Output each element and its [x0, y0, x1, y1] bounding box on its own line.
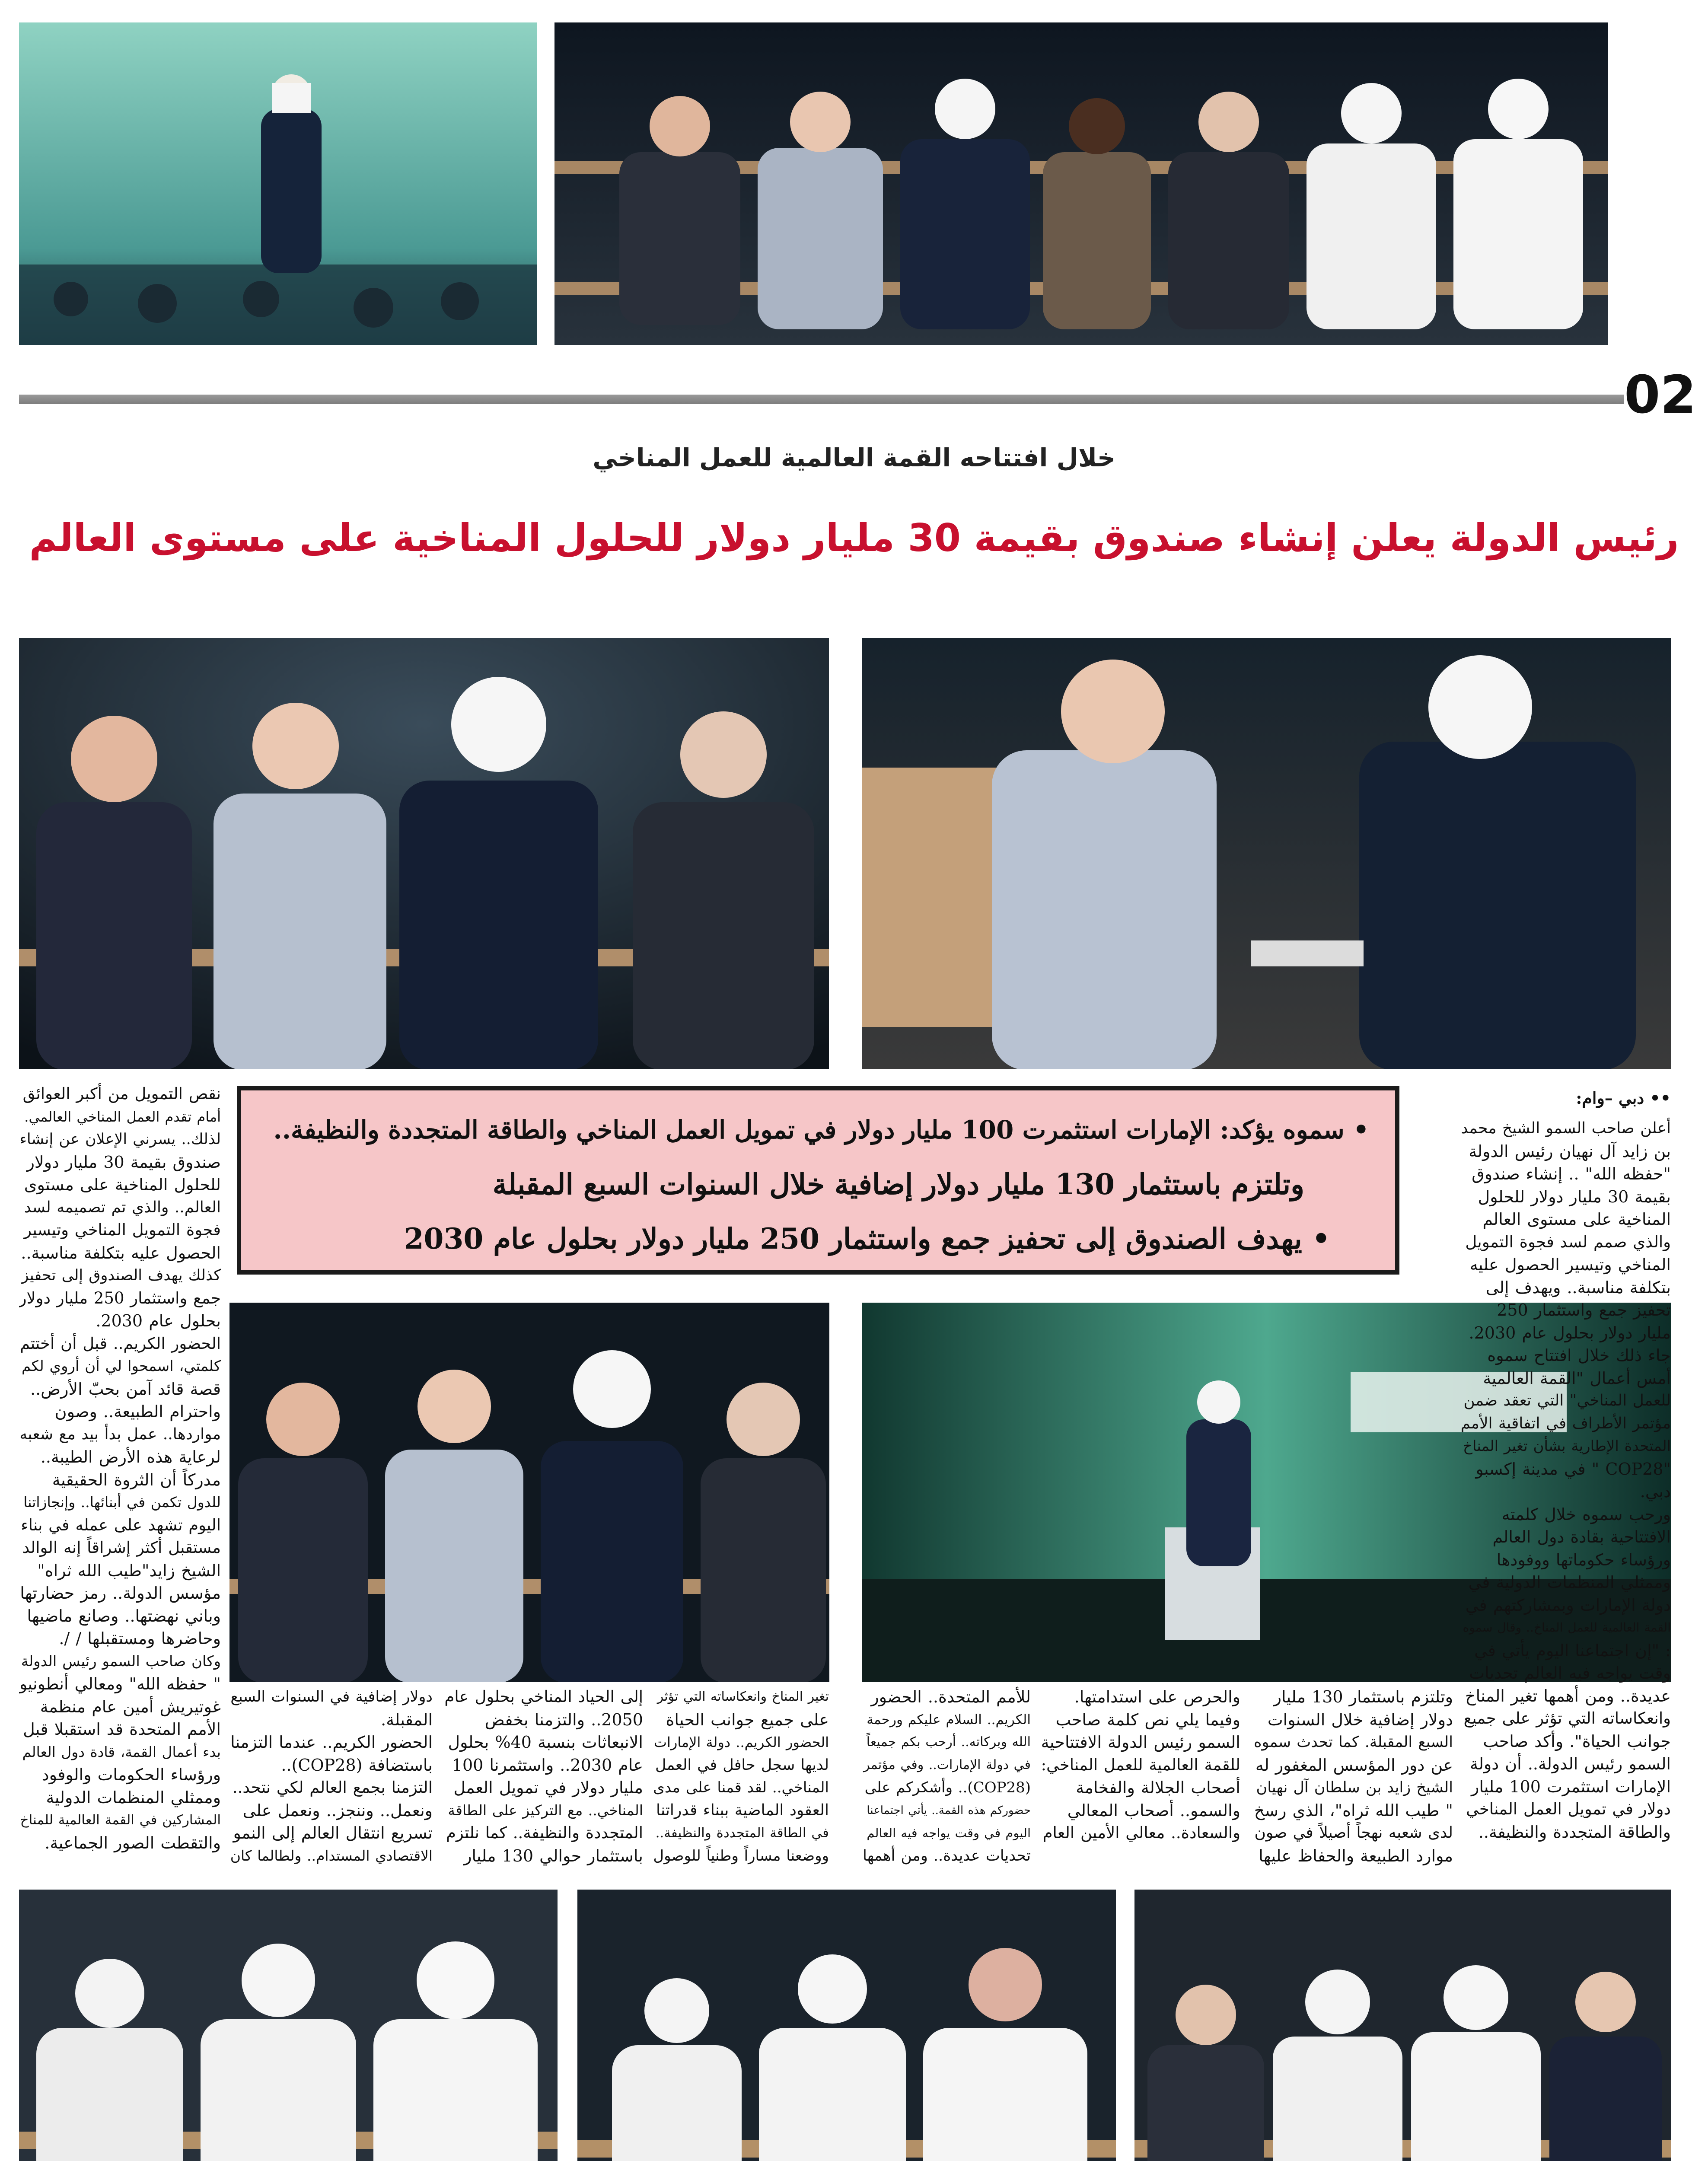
- highlight-box: [237, 1086, 1399, 1275]
- article-line: جاء ذلك خلال افتتاح سموه: [1487, 1346, 1671, 1365]
- article-line: الحصول عليه بتكلفة مناسبة..: [21, 1243, 221, 1262]
- headline: رئيس الدولة يعلن إنشاء صندوق بقيمة 30 مليار دولار للحلول المناخية على مستوى العالم: [29, 516, 1679, 560]
- article-line: الافتتاحية بقادة دول العالم: [1492, 1527, 1671, 1546]
- article-line: والسعادة.. معالي الأمين العام: [1042, 1823, 1240, 1842]
- article-line: المقبلة.: [381, 1710, 433, 1729]
- highlight-line: وتلتزم باستثمار 130 مليار دولار إضافية خلال السنوات السبع المقبلة: [492, 1167, 1304, 1201]
- article-line: تسريع انتقال العالم إلى النمو: [233, 1823, 433, 1842]
- article-line: وحاضرها ومستقبلها / /.: [59, 1629, 221, 1648]
- article-line: بدء أعمال القمة، قادة دول العالم: [22, 1743, 221, 1760]
- article-line: فجوة التمويل المناخي وتيسير: [24, 1221, 221, 1239]
- article-line: المناخي.. لقد قمنا على مدى: [653, 1779, 829, 1796]
- article-line: لدى شعبه نهجاً أصيلاً في صون: [1254, 1824, 1453, 1842]
- article-line: أصحاب الجلالة والفخامة: [1076, 1778, 1240, 1797]
- article-line: الإمارات استثمرت 100 مليار: [1471, 1777, 1671, 1796]
- article-line: المناخية على مستوى العالم: [1482, 1210, 1671, 1229]
- article-line: مستقبل أكثر إشراقاً إنه الوالد: [22, 1538, 221, 1557]
- article-line: وممثلي المنظمات الدولية: [46, 1788, 221, 1807]
- article-line: باستثمار حوالي 130 مليار: [464, 1846, 643, 1865]
- article-line: العقود الماضية ببناء قدراتنا: [656, 1801, 829, 1819]
- article-line: مليار دولار في تمويل العمل: [453, 1778, 643, 1797]
- page-number: 02: [1624, 365, 1696, 425]
- article-line: الحضور الكريم.. قبل أن أختتم: [20, 1334, 221, 1353]
- article-line: الله وبركاته.. أرحب بكم جميعاً: [866, 1734, 1031, 1750]
- article-line: أعلن صاحب السمو الشيخ محمد: [1461, 1119, 1671, 1137]
- article-column: [229, 1686, 433, 1884]
- article-line: أمام تقدم العمل المناخي العالمي.: [24, 1108, 221, 1125]
- article-line: عام 2030.. واستثمرنا 100: [452, 1755, 643, 1775]
- dateline: •• دبي –وام:: [1576, 1088, 1671, 1108]
- article-line: والذي صمم لسد فجوة التمويل: [1465, 1232, 1671, 1251]
- article-line: تغير المناخ وانعكاساته التي تؤثر: [657, 1689, 829, 1704]
- article-line: جمع واستثمار 250 مليار دولار: [19, 1288, 221, 1307]
- article-line: وفيما يلي نص كلمة صاحب: [1055, 1710, 1240, 1729]
- article-line: صندوق بقيمة 30 مليار دولار: [26, 1152, 221, 1172]
- article-line: ووضعنا مساراً وطنياً للوصول: [653, 1847, 829, 1865]
- article-line: دولار إضافية خلال السنوات: [1267, 1710, 1453, 1729]
- article-line: والتقطت الصور الجماعية.: [45, 1833, 221, 1852]
- article-line: جوانب الحياة". وأكد صاحب: [1483, 1731, 1671, 1751]
- article-line: موارد الطبيعة والحفاظ عليها: [1259, 1846, 1453, 1865]
- article-line: ورحب سموه خلال كلمته: [1501, 1504, 1671, 1524]
- article-line: والسمو.. أصحاب المعالي: [1067, 1801, 1240, 1820]
- article-line: السمو رئيس الدولة.. أن دولة: [1469, 1754, 1671, 1773]
- article-line: : "إن اجتماعنا اليوم يأتي في: [1474, 1641, 1671, 1660]
- article-line: ونعمل.. وننجز.. ونعمل على: [242, 1801, 433, 1820]
- photo-attendees: [577, 1890, 1116, 2161]
- article-line: الشيخ زايد بن سلطان آل نهيان: [1256, 1779, 1453, 1796]
- article-line: وممثلي المنظمات الدولية في: [1468, 1573, 1671, 1592]
- article-line: كذلك يهدف الصندوق إلى تحفيز: [21, 1267, 221, 1284]
- article-line: بقيمة 30 مليار دولار للحلول: [1478, 1187, 1671, 1206]
- audience-row-icon: [1134, 1890, 1671, 2161]
- article-line: وكان صاحب السمو رئيس الدولة: [21, 1652, 221, 1670]
- article-line: عن دور المؤسس المغفور له: [1255, 1755, 1453, 1775]
- article-line: المتحدة الإطارية بشأن تغير المناخ: [1463, 1437, 1671, 1455]
- article-line: الشيخ زايد"طيب الله ثراه": [37, 1561, 221, 1580]
- article-line: للأمم المتحدة.. الحضور: [871, 1687, 1031, 1706]
- article-line: إلى الحياد المناخي بحلول عام: [444, 1687, 643, 1706]
- article-line: "COP28 " في مدينة إكسبو: [1475, 1459, 1671, 1479]
- article-line: دولار إضافية في السنوات السبع: [230, 1688, 433, 1705]
- article-line: للقمة العالمية للعمل المناخي:: [1041, 1755, 1240, 1774]
- article-line: كلمتي، اسمحوا لي أن أروي لكم: [21, 1358, 221, 1375]
- article-column: [862, 1686, 1031, 1884]
- article-line: " حفظه الله" ومعالي أنطونيو: [19, 1674, 221, 1693]
- article-line: حضوركم هذه القمة.. يأتي اجتماعنا: [867, 1804, 1031, 1817]
- article-line: بن زايد آل نهيان رئيس الدولة: [1469, 1141, 1671, 1161]
- audience-row-icon: [577, 1890, 1116, 2161]
- article-line: والطاقة المتجددة والنظيفة..: [1478, 1822, 1671, 1842]
- article-line: والحرص على استدامتها.: [1074, 1687, 1240, 1706]
- article-line: مدركاً أن الثروة الحقيقية: [52, 1470, 221, 1489]
- walking-figure-icon: [19, 22, 537, 345]
- article-line: للعمل المناخي" التي تعقد ضمن: [1463, 1392, 1671, 1409]
- article-line: مواردها.. عمل بدأ بيد مع شعبه: [19, 1425, 221, 1443]
- article-line: تحفيز جمع واستثمار 250: [1497, 1300, 1671, 1320]
- highlight-line: • يهدف الصندوق إلى تحفيز جمع واستثمار 250 مليار دولار بحلول عام 2030: [404, 1222, 1330, 1256]
- article-line: ورؤساء الحكومات والوفود: [41, 1765, 221, 1784]
- article-line: دولار في تمويل العمل المناخي: [1466, 1800, 1671, 1818]
- article-line: ورؤساء حكوماتها ووفودها: [1496, 1550, 1671, 1569]
- article-line: الحضور الكريم.. دولة الإمارات: [653, 1734, 829, 1750]
- article-line: القمة العالمية للعمل المناخ.. وقال سموه: [1463, 1620, 1671, 1635]
- article-line: الانبعاثات بنسبة 40% بحلول: [448, 1733, 643, 1752]
- article-line: الكريم.. السلام عليكم ورحمة: [867, 1712, 1031, 1728]
- conversation-icon: [862, 638, 1671, 1069]
- article-line: في دولة الإمارات.. وفي مؤتمر: [864, 1757, 1031, 1772]
- article-line: العالم.. والذي تم تصميمه لسد: [24, 1198, 221, 1216]
- article-line: مؤتمر الأطراف في اتفاقية الأمم: [1461, 1414, 1671, 1432]
- article-line: السبع المقبلة. كما تحدث سموه: [1254, 1734, 1453, 1751]
- article-line: اليوم في وقت يواجه فيه العالم: [867, 1826, 1031, 1840]
- photo-leaders-row: [554, 22, 1608, 345]
- article-line: على جميع جوانب الحياة: [666, 1710, 829, 1729]
- audience-row-icon: [19, 638, 829, 1069]
- article-column: [19, 1083, 221, 1891]
- article-line: 2050.. والتزمنا بخفض: [484, 1710, 643, 1729]
- article-line: المناخي.. مع التركيز على الطاقة: [448, 1801, 643, 1819]
- highlight-line: • سموه يؤكد: الإمارات استثمرت 100 مليار دولار في تمويل العمل المناخي والطاقة المتجددة والنظيفة..: [273, 1115, 1369, 1144]
- article-column: [653, 1686, 829, 1884]
- article-column: [1252, 1686, 1453, 1884]
- article-line: الحضور الكريم.. عندما التزمنا: [230, 1733, 433, 1752]
- article-line: دبي.: [1640, 1482, 1671, 1501]
- kicker: خلال افتتاحه القمة العالمية للعمل المناخي: [593, 443, 1115, 472]
- article-line: اليوم تشهد على عمله في بناء: [21, 1515, 221, 1534]
- article-line: بحلول عام 2030.: [96, 1311, 221, 1330]
- article-column: [1039, 1686, 1240, 1884]
- article-line: وقت يواجه فيه العالم تحديات: [1469, 1664, 1671, 1683]
- article-line: غوتيريش أمين عام منظمة: [40, 1697, 221, 1716]
- article-line: الأمم المتحدة قد استقبلا قبل: [23, 1720, 221, 1739]
- article-line: "حفظه الله" .. إنشاء صندوق: [1472, 1164, 1671, 1183]
- article-line: نقص التمويل من أكبر العوائق: [22, 1084, 221, 1103]
- article-line: السمو رئيس الدولة الافتتاحية: [1041, 1733, 1240, 1752]
- article-line: المتجددة والنظيفة.. كما نلتزم: [446, 1823, 643, 1842]
- article-line: المناخي وتيسير الحصول عليه: [1469, 1255, 1671, 1274]
- article-line: واحترام الطبيعة.. وصون: [54, 1402, 221, 1421]
- photo-leaders-conversation: [862, 638, 1671, 1069]
- audience-row-icon: [229, 1303, 829, 1682]
- article-line: للدول تكمن في أبنائها.. وإنجازاتنا: [23, 1494, 221, 1511]
- photo-leaders-watching: [19, 638, 829, 1069]
- photo-delegates-1: [19, 1890, 558, 2161]
- article-line: لديها سجل حافل في العمل: [655, 1756, 829, 1774]
- article-line: في الطاقة المتجددة والنظيفة..: [655, 1825, 829, 1841]
- article-line: لذلك.. يسرني الإعلان عن إنشاء: [19, 1131, 221, 1148]
- article-column: [1461, 1117, 1671, 1882]
- article-line: " طيب الله ثراه"، الذي رسخ: [1254, 1801, 1453, 1820]
- article-line: وتلتزم باستثمار 130 مليار: [1273, 1687, 1453, 1706]
- article-line: وباني نهضتها.. وصانع ماضيها: [27, 1606, 221, 1626]
- article-line: دولة الإمارات وبمشاركتهم في: [1465, 1595, 1671, 1615]
- article-line: باستضافة (COP28)..: [281, 1755, 433, 1775]
- header-rule: [19, 395, 1653, 404]
- photo-front-row: [229, 1303, 829, 1682]
- audience-row-icon: [19, 1890, 558, 2161]
- article-line: تحديات عديدة.. ومن أهمها: [863, 1847, 1031, 1865]
- article-line: قصة قائد آمن بحبّ الأرض..: [30, 1379, 221, 1399]
- article-line: التزمنا بجمع العالم لكي نتحد..: [232, 1778, 433, 1797]
- article-line: مليار دولار بحلول عام 2030.: [1469, 1323, 1671, 1342]
- article-line: للحلول المناخية على مستوى: [24, 1175, 221, 1194]
- article-line: أمس أعمال "القمة العالمية: [1483, 1368, 1671, 1388]
- photo-leader-walking: [19, 22, 537, 345]
- article-line: وانعكاساته التي تؤثر على جميع: [1463, 1709, 1671, 1728]
- article-column: [443, 1686, 643, 1884]
- article-line: عديدة.. ومن أهمها تغير المناخ: [1465, 1686, 1671, 1705]
- photo-world-leaders: [1134, 1890, 1671, 2161]
- article-line: المشاركين في القمة العالمية للمناخ: [20, 1812, 221, 1828]
- article-line: (COP28).. وأشكركم على: [864, 1779, 1031, 1796]
- audience-row-icon: [554, 22, 1608, 345]
- article-line: الاقتصادي المستدام.. ولطالما كان: [230, 1847, 433, 1864]
- article-line: مؤسس الدولة.. رمز حضارتها: [20, 1584, 221, 1603]
- article-line: لرعاية هذه الأرض الطيبة..: [40, 1447, 221, 1466]
- article-line: بتكلفة مناسبة.. ويهدف إلى: [1485, 1278, 1671, 1297]
